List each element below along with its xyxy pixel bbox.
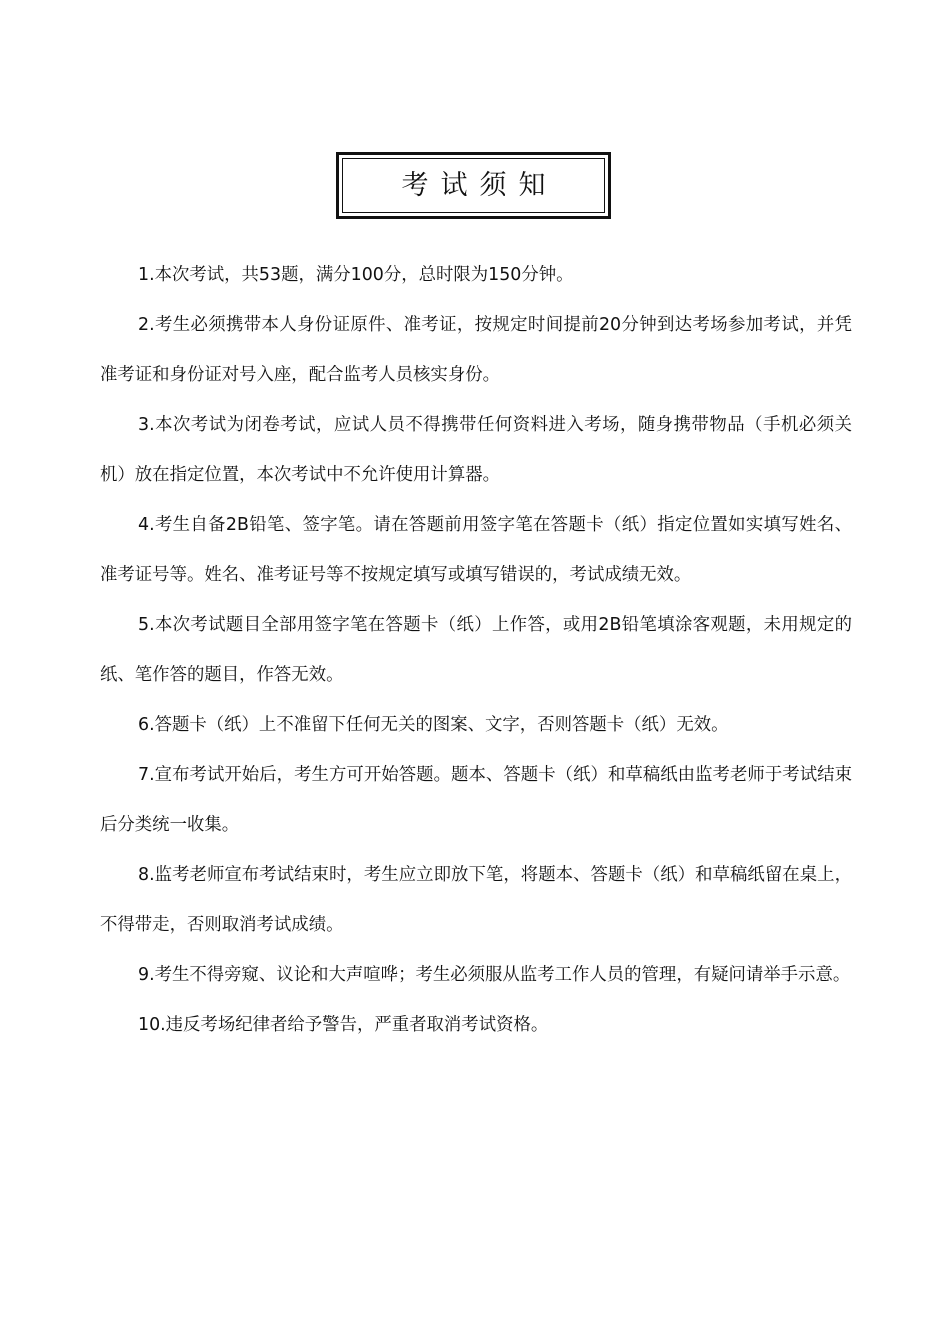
notes-list [100, 250, 852, 1050]
note-item-6: 6.答题卡（纸）上不准留下任何无关的图案、文字，否则答题卡（纸）无效。 [138, 715, 729, 735]
page-title: 考试须知 [401, 170, 558, 201]
note-item-4: 4.考生自备2B铅笔、签字笔。请在答题前用签字笔在答题卡（纸）指定位置如实填写姓名、准考证号等。姓名、准考证号等不按规定填写或填写错误的，考试成绩无效。 [100, 515, 852, 585]
note-item-5: 5.本次考试题目全部用签字笔在答题卡（纸）上作答，或用2B铅笔填涂客观题，未用规定的纸、笔作答的题目，作答无效。 [100, 615, 852, 685]
note-item-9: 9.考生不得旁窥、议论和大声喧哗；考生必须服从监考工作人员的管理，有疑问请举手示意。 [138, 965, 851, 985]
note-item-1: 1.本次考试，共53题，满分100分，总时限为150分钟。 [138, 265, 574, 285]
title-frame [336, 152, 611, 219]
note-item-3: 3.本次考试为闭卷考试，应试人员不得携带任何资料进入考场，随身携带物品（手机必须关机）放在指定位置，本次考试中不允许使用计算器。 [100, 415, 852, 485]
note-item-10: 10.违反考场纪律者给予警告，严重者取消考试资格。 [138, 1015, 549, 1035]
note-item-7: 7.宣布考试开始后，考生方可开始答题。题本、答题卡（纸）和草稿纸由监考老师于考试结束后分类统一收集。 [100, 765, 852, 835]
note-item-2: 2.考生必须携带本人身份证原件、准考证，按规定时间提前20分钟到达考场参加考试，并凭准考证和身份证对号入座，配合监考人员核实身份。 [100, 315, 852, 385]
title-inner-frame [342, 158, 605, 213]
note-item-8: 8.监考老师宣布考试结束时，考生应立即放下笔，将题本、答题卡（纸）和草稿纸留在桌上，不得带走，否则取消考试成绩。 [100, 865, 852, 935]
